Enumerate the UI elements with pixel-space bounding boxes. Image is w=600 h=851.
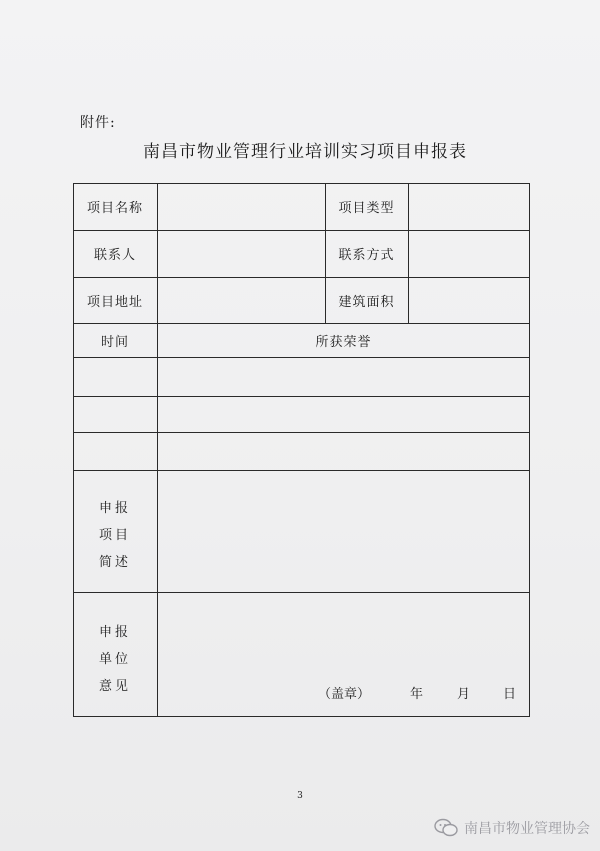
project-summary-label — [73, 495, 157, 576]
day-label: 日 — [503, 687, 517, 702]
honor-description-field[interactable] — [158, 357, 529, 396]
honor-description-field[interactable] — [158, 396, 529, 432]
project-name-label: 项目名称 — [86, 201, 143, 216]
form-title: 南昌市物业管理行业培训实习项目申报表 — [143, 142, 467, 162]
opinion-label-line: 申报 — [98, 625, 131, 640]
summary-label-line: 项目 — [98, 528, 131, 543]
application-form-table — [73, 183, 530, 717]
honor-description-field[interactable] — [158, 432, 529, 470]
summary-label-line: 申报 — [98, 501, 131, 516]
project-type-field[interactable] — [409, 183, 529, 230]
unit-opinion-label — [73, 619, 157, 700]
opinion-label-line: 单位 — [98, 652, 131, 667]
month-label: 月 — [457, 687, 471, 702]
year-label: 年 — [410, 687, 424, 702]
project-summary-field[interactable] — [158, 471, 529, 592]
contact-person-label: 联系人 — [93, 248, 136, 263]
page-number: 3 — [297, 791, 303, 801]
time-column-header: 时间 — [100, 334, 129, 350]
watermark — [434, 818, 590, 838]
watermark-text: 南昌市物业管理协会 — [464, 821, 590, 837]
project-name-field[interactable] — [158, 183, 325, 230]
honor-time-field[interactable] — [73, 432, 157, 470]
wechat-bubble-icon — [434, 818, 458, 838]
honor-time-field[interactable] — [73, 396, 157, 432]
project-type-label: 项目类型 — [338, 201, 395, 216]
attachment-label: 附件: — [80, 115, 116, 131]
project-address-field[interactable] — [158, 277, 325, 323]
building-area-label: 建筑面积 — [338, 294, 395, 310]
contact-person-field[interactable] — [158, 230, 325, 277]
building-area-field[interactable] — [409, 277, 529, 323]
project-address-label: 项目地址 — [86, 294, 143, 310]
honor-time-field[interactable] — [73, 357, 157, 396]
contact-method-label: 联系方式 — [338, 248, 395, 263]
seal-label: （盖章） — [318, 687, 371, 702]
contact-method-field[interactable] — [409, 230, 529, 277]
opinion-label-line: 意见 — [98, 679, 131, 694]
summary-label-line: 简述 — [98, 555, 131, 570]
honors-column-header: 所获荣誉 — [315, 334, 372, 350]
